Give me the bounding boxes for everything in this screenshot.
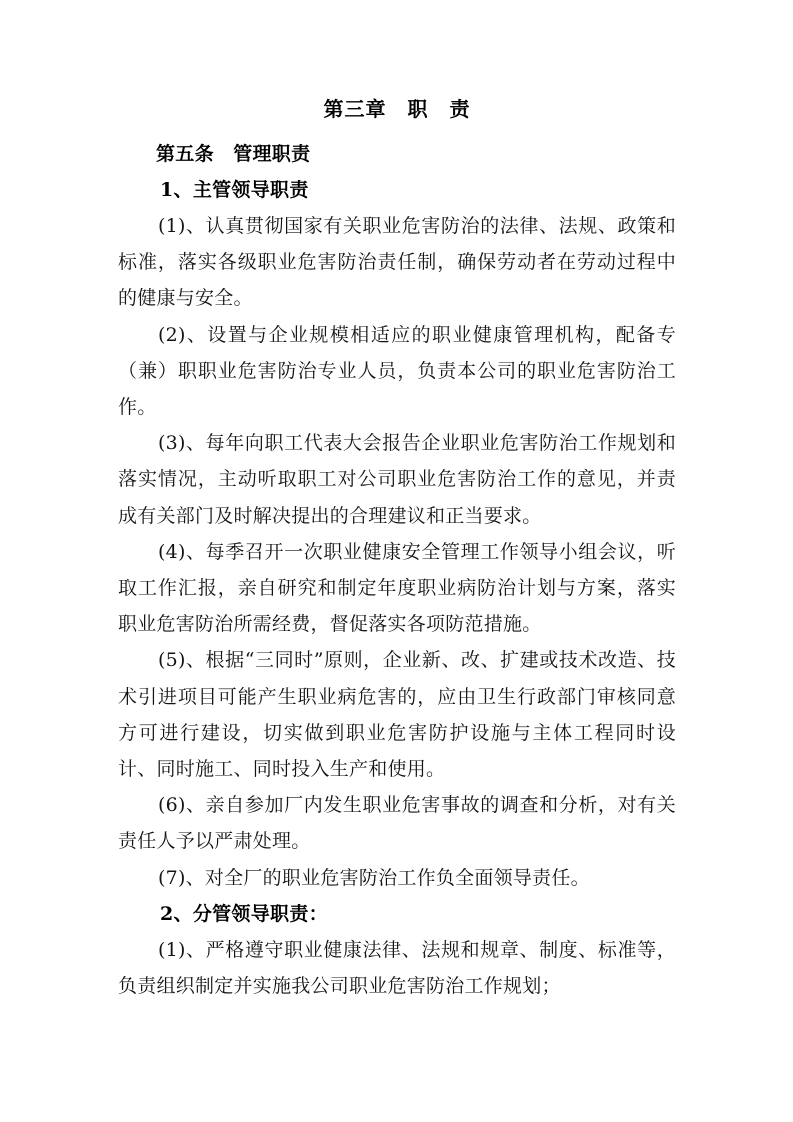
list-item: (7)、对全厂的职业危害防治工作负全面领导责任。	[158, 866, 590, 889]
section-heading-1: 1、主管领导职责	[160, 179, 309, 201]
list-item: (3)、每年向职工代表大会报告企业职业危害防治工作规划和落实情况，主动听取职工对公司职业危害防治工作的意见，并责成有关部门及时解决提出的合理建议和正当要求。	[118, 432, 676, 527]
list-item: (5)、根据“三同时”原则，企业新、改、扩建或技术改造、技术引进项目可能产生职业病危害的，应由卫生行政部门审核同意方可进行建设，切实做到职业危害防护设施与主体工程同时设计、同时施工、同时投入生产和使用。	[118, 649, 676, 781]
article-heading: 第五条 管理职责	[156, 143, 311, 165]
chapter-title: 第三章 职 责	[323, 97, 471, 121]
section-heading-2: 2、分管领导职责：	[160, 902, 328, 925]
list-item: (1)、认真贯彻国家有关职业危害防治的法律、法规、政策和标准，落实各级职业危害防治责任制，确保劳动者在劳动过程中的健康与安全。	[118, 215, 676, 310]
list-item: (6)、亲自参加厂内发生职业危害事故的调查和分析，对有关责任人予以严肃处理。	[118, 794, 676, 853]
list-item: (1)、严格遵守职业健康法律、法规和规章、制度、标准等，负责组织制定并实施我公司职业危害防治工作规划；	[118, 938, 676, 998]
list-item: (2)、设置与企业规模相适应的职业健康管理机构，配备专（兼）职职业危害防治专业人员，负责本公司的职业危害防治工作。	[118, 323, 676, 419]
list-item: (4)、每季召开一次职业健康安全管理工作领导小组会议，听取工作汇报，亲自研究和制定年度职业病防治计划与方案，落实职业危害防治所需经费，督促落实各项防范措施。	[118, 540, 676, 636]
document-content	[118, 92, 676, 1004]
